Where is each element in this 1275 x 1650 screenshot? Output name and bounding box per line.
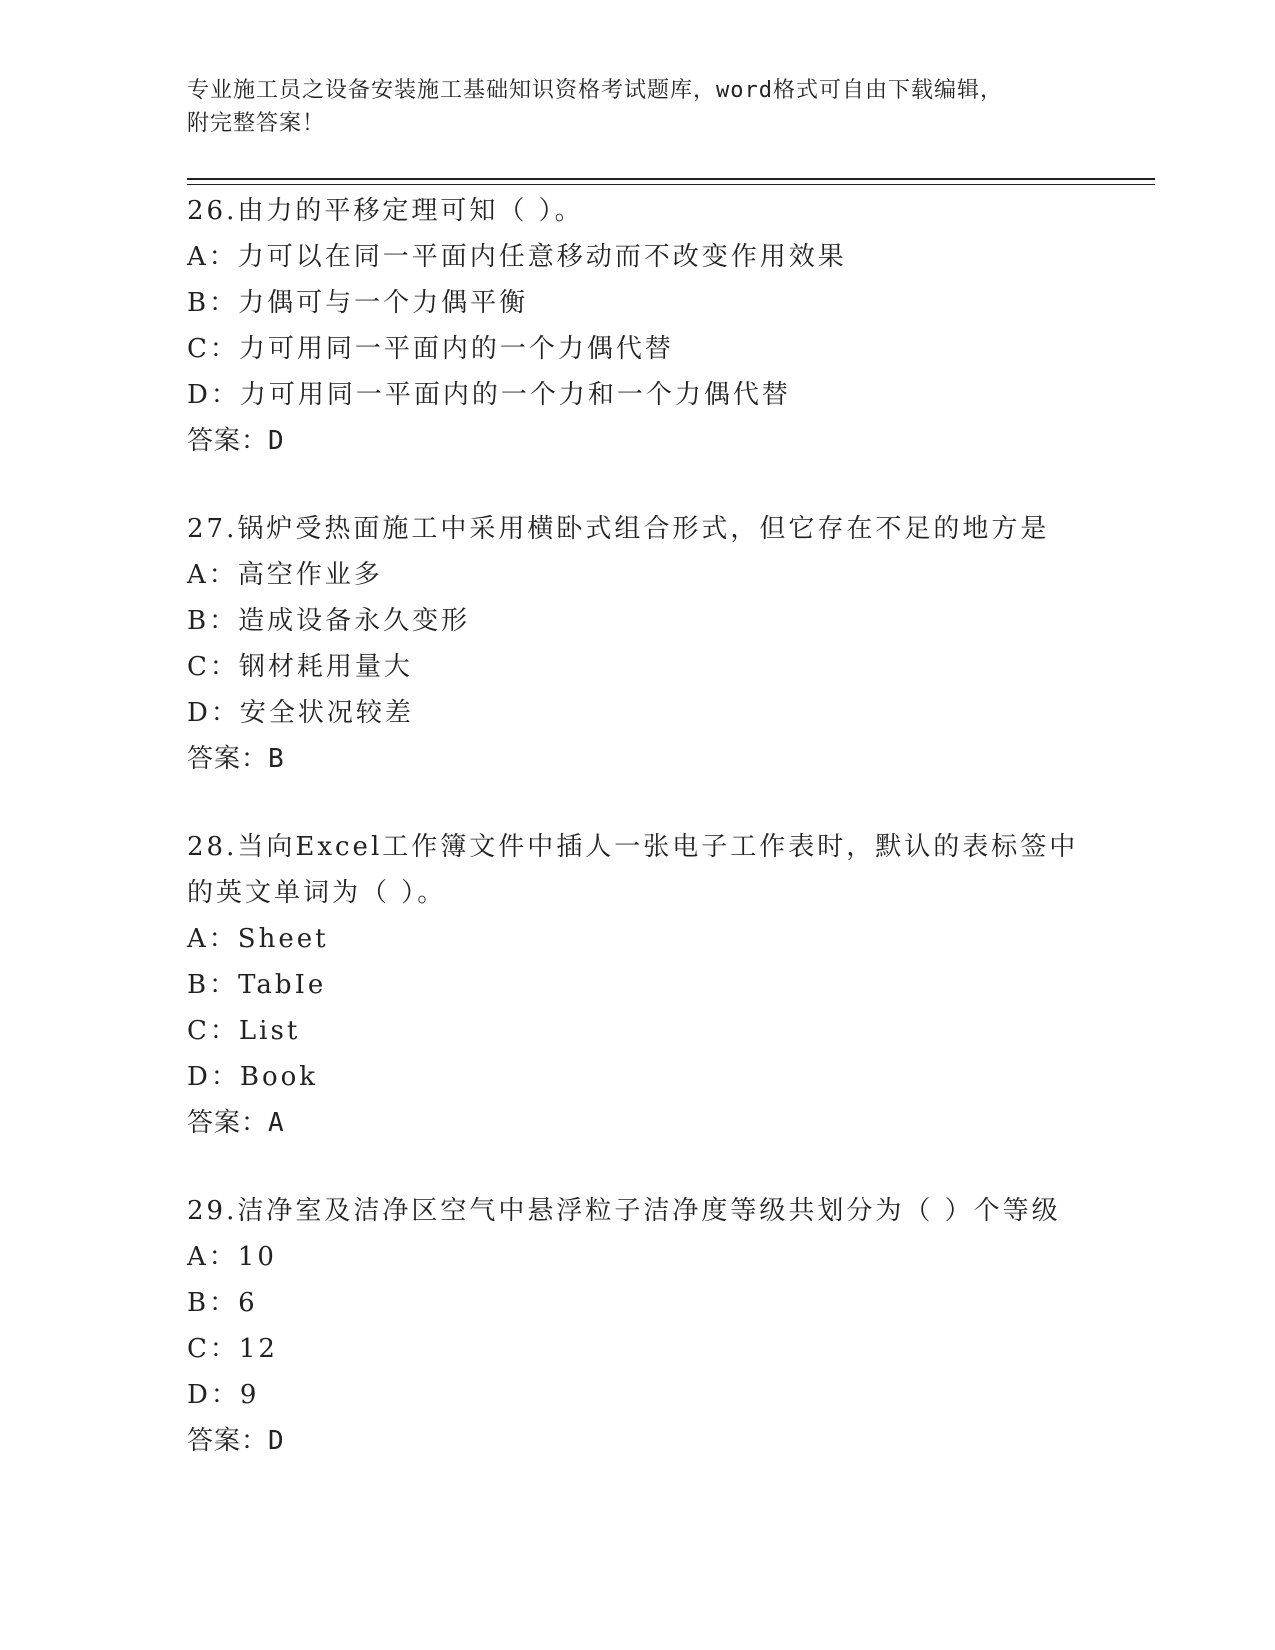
header-line-2: 附完整答案！ <box>187 111 326 136</box>
option-b: B：6 <box>187 1288 258 1318</box>
question-stem: 29.洁净室及洁净区空气中悬浮粒子洁净度等级共划分为（ ）个等级 <box>187 1196 1061 1226</box>
question-27 <box>187 506 1107 782</box>
header-line-1: 专业施工员之设备安装施工基础知识资格考试题库，word格式可自由下载编辑， <box>187 78 1003 103</box>
option-d: D：Book <box>187 1062 319 1092</box>
option-a: A：高空作业多 <box>187 560 383 590</box>
option-c: C：力可用同一平面内的一个力偶代替 <box>187 334 674 364</box>
option-a: A：力可以在同一平面内任意移动而不改变作用效果 <box>187 242 847 272</box>
document-header <box>187 74 1067 140</box>
option-a: A：10 <box>187 1242 277 1272</box>
option-c: C：List <box>187 1016 301 1046</box>
answer-line: 答案：D <box>187 426 285 456</box>
question-26 <box>187 188 1107 464</box>
header-divider-thick <box>187 178 1155 180</box>
option-b: B：TabIe <box>187 970 327 1000</box>
option-b: B：造成设备永久变形 <box>187 606 471 636</box>
answer-line: 答案：B <box>187 744 285 774</box>
question-28 <box>187 824 1107 1146</box>
option-b: B：力偶可与一个力偶平衡 <box>187 288 529 318</box>
question-stem: 28.当向Excel工作簿文件中插人一张电子工作表时，默认的表标签中的英文单词为（ ）。 <box>187 832 1079 908</box>
question-list <box>187 188 1107 1506</box>
question-29 <box>187 1188 1107 1464</box>
option-c: C：12 <box>187 1334 278 1364</box>
header-divider-thin <box>187 184 1155 185</box>
option-c: C：钢材耗用量大 <box>187 652 413 682</box>
option-d: D：9 <box>187 1380 260 1410</box>
option-d: D：安全状况较差 <box>187 698 414 728</box>
question-stem: 27.锅炉受热面施工中采用横卧式组合形式，但它存在不足的地方是 <box>187 514 1050 544</box>
answer-line: 答案：A <box>187 1108 285 1138</box>
answer-line: 答案：D <box>187 1426 285 1456</box>
question-stem: 26.由力的平移定理可知（ ）。 <box>187 196 584 226</box>
option-d: D：力可用同一平面内的一个力和一个力偶代替 <box>187 380 791 410</box>
option-a: A：Sheet <box>187 924 329 954</box>
